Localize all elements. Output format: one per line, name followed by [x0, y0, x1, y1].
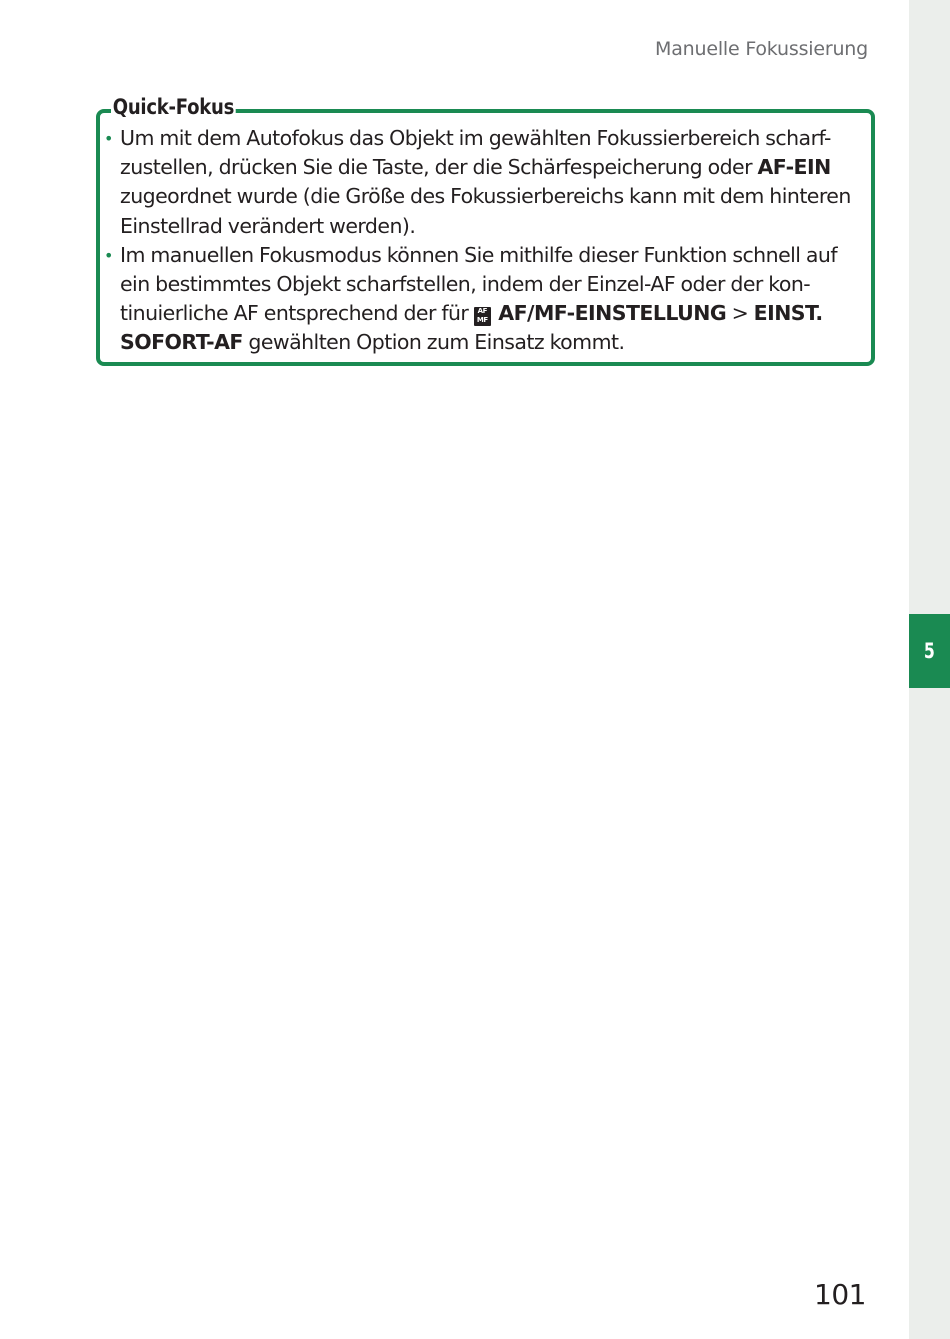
note-line: Einstellrad verändert werden). — [120, 213, 416, 238]
note-line — [120, 299, 859, 328]
note-line: zugeordnet wurde (die Größe des Fokussierbereichs kann mit dem hinteren — [120, 184, 851, 209]
note-line — [120, 153, 859, 182]
sofort-af-term: SOFORT-AF — [120, 330, 243, 355]
note-title: Quick-Fokus — [112, 95, 235, 119]
note-item-manual-focus — [104, 241, 859, 358]
af-mf-setting-term: AF/MF-EINSTELLUNG — [498, 301, 727, 326]
note-line — [120, 328, 859, 357]
note-list — [104, 124, 859, 358]
note-text: zustellen, drücken Sie die Taste, der die Schärfespeicherung oder — [120, 155, 758, 180]
bullet-icon: • — [104, 245, 113, 265]
note-text: tinuierliche AF entsprechend der für — [120, 301, 474, 326]
bullet-icon: • — [104, 129, 113, 148]
note-line: ein bestimmtes Objekt scharfstellen, indem der Einzel-AF oder der kon- — [120, 272, 811, 297]
af-ein-term: AF-EIN — [757, 155, 831, 180]
note-item-quick-focus-af — [104, 124, 859, 241]
menu-path-separator: > — [726, 301, 754, 326]
page-number: 101 — [814, 1278, 866, 1311]
af-mf-menu-icon: AF MF — [474, 307, 491, 326]
running-header: Manuelle Fokussierung — [655, 38, 868, 60]
chapter-tab[interactable] — [909, 614, 950, 688]
instant-af-setting-term: EINST. — [753, 301, 823, 326]
note-line: Im manuellen Fokusmodus können Sie mithilfe dieser Funktion schnell auf — [120, 242, 838, 267]
chapter-number: 5 — [924, 639, 935, 663]
note-line: Um mit dem Autofokus das Objekt im gewählten Fokussierbereich scharf- — [120, 126, 831, 150]
note-text: gewählten Option zum Einsatz kommt. — [242, 330, 625, 355]
